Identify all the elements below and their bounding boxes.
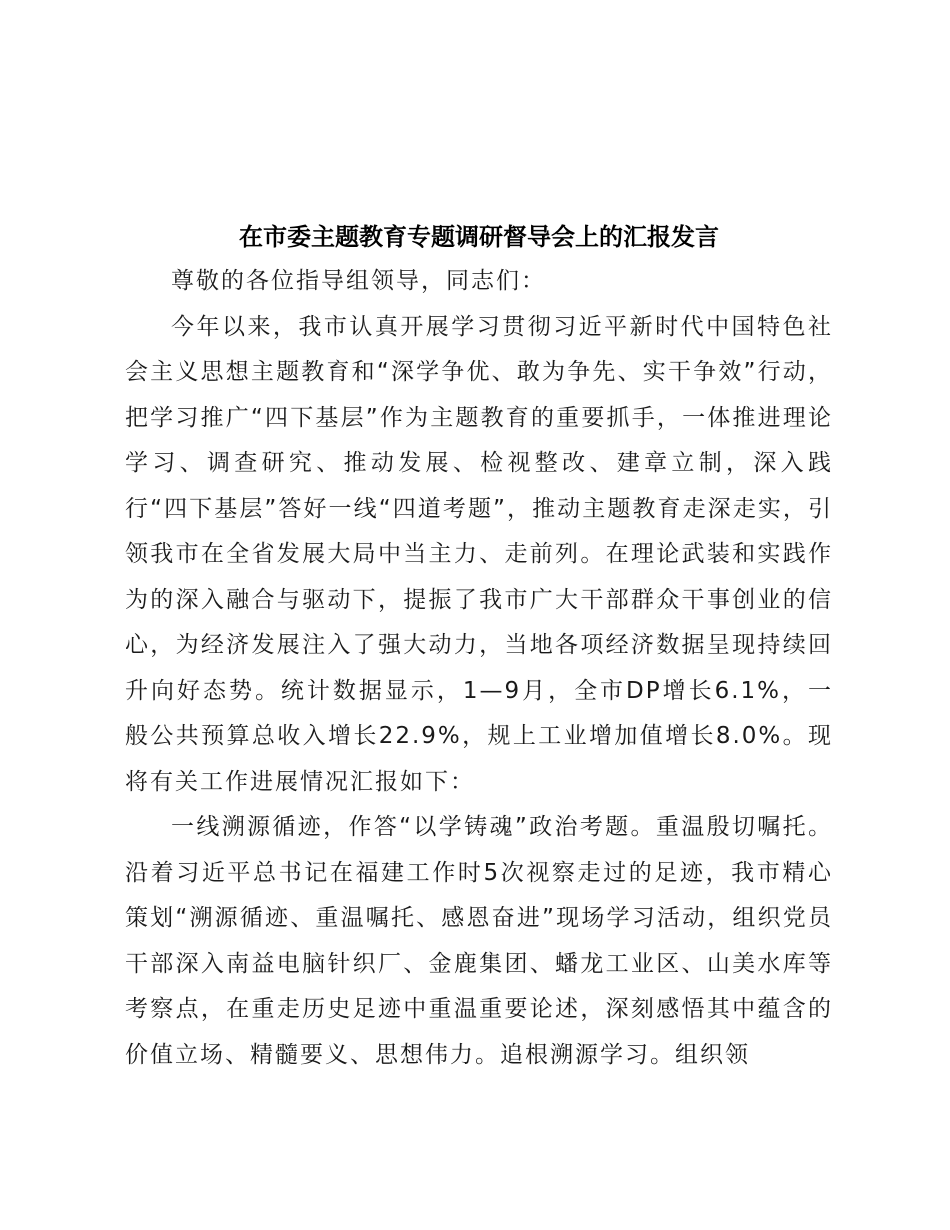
salutation: 尊敬的各位指导组领导，同志们： [171, 268, 546, 294]
paragraph-intro: 今年以来，我市认真开展学习贯彻习近平新时代中国特色社会主义思想主题教育和“深学争优、敢为争先、实干争效”行动，把学习推广“四下基层”作为主题教育的重要抓手，一体推进理论学习、调查研究、推动发展、检视整改、建章立制，深入践行“四下基层”答好一线“四道考题”，推动主题教育走深走实，引领我市在全省发展大局中当主力、走前列。在理论武装和实践作为的深入融合与驱动下，提振了我市广大干部群众干事创业的信心，为经济发展注入了强大动力，当地各项经济数据呈现持续回升向好态势。统计数据显示，1—9月，全市DP增长6.1%，一般公共预算总收入增长22.9%，规上工业增加值增长8.0%。现将有关工作进展情况汇报如下： [125, 313, 833, 795]
document-body [125, 215, 833, 1078]
document-title: 在市委主题教育专题调研督导会上的汇报发言 [239, 222, 719, 251]
paragraph-section-one: 一线溯源循迹，作答“以学铸魂”政治考题。重温殷切嘱托。沿着习近平总书记在福建工作时5次视察走过的足迹，我市精心策划“溯源循迹、重温嘱托、感恩奋进”现场学习活动，组织党员干部深入南益电脑针织厂、金鹿集团、蟠龙工业区、山美水库等考察点，在重走历史足迹中重温重要论述，深刻感悟其中蕴含的价值立场、精髓要义、思想伟力。追根溯源学习。组织领 [125, 814, 833, 1068]
